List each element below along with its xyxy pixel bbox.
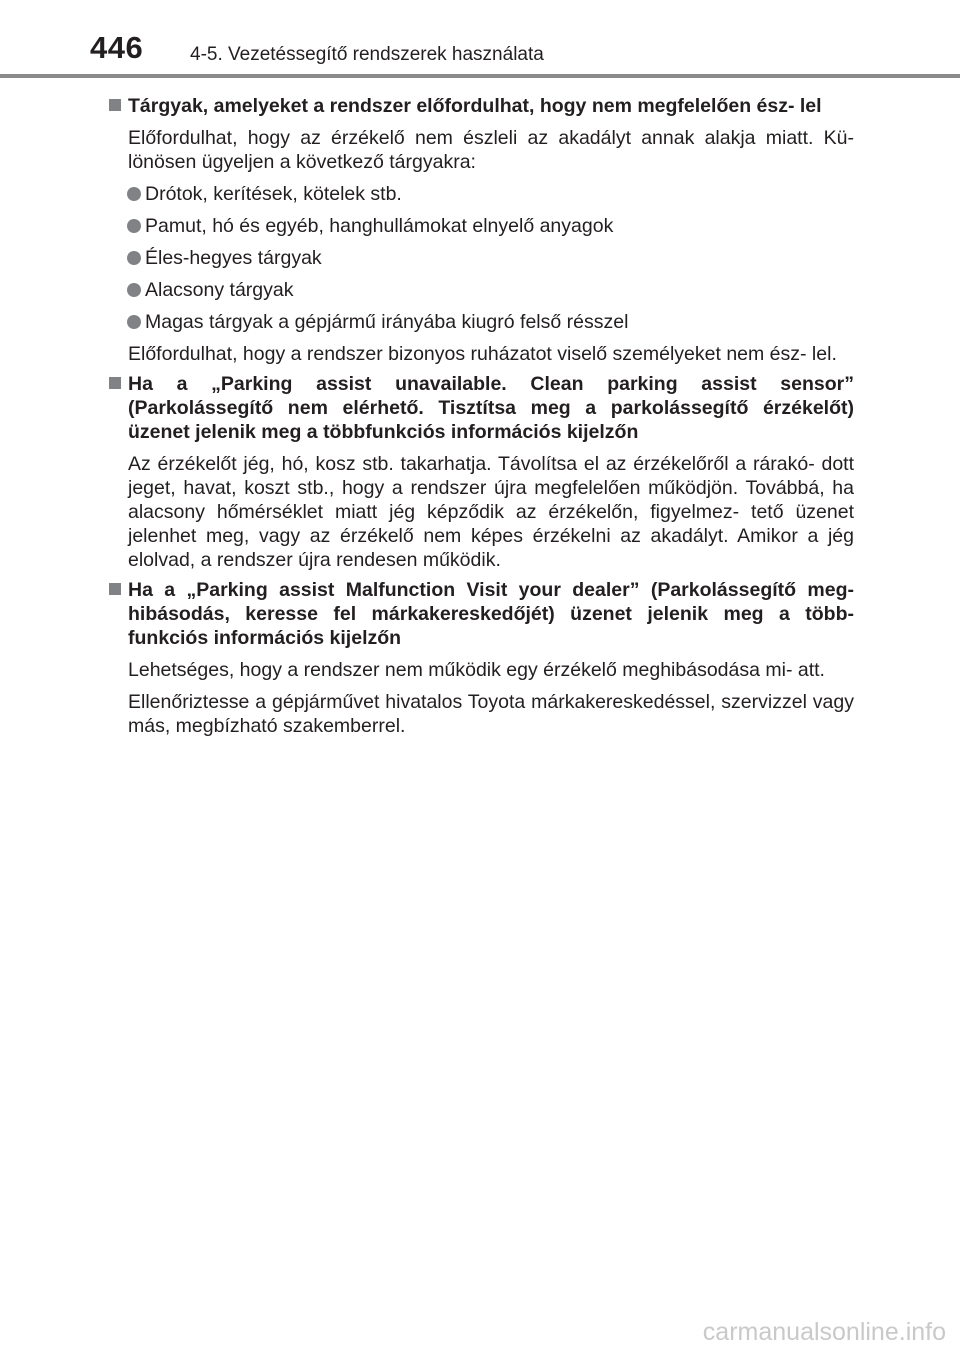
page-number: 446 <box>90 30 144 65</box>
paragraph: Előfordulhat, hogy a rendszer bizonyos ruházatot viselő személyeket nem ész- lel. <box>128 343 837 365</box>
section-heading: Ha a „Parking assist unavailable. Clean parking assist sensor” (Parkolássegítő nem elérhető. Tisztítsa meg a parkolássegítő érzékelőt) üzenet jelenik meg a többfunkciós információs kijelzőn <box>128 372 854 444</box>
circle-bullet-icon <box>127 219 141 233</box>
paragraph: Lehetséges, hogy a rendszer nem működik egy érzékelő meghibásodása mi- att. <box>128 659 825 681</box>
paragraph: Előfordulhat, hogy az érzékelő nem észleli az akadályt annak alakja miatt. Kü- lönösen ügyeljen a következő tárgyakra: <box>128 127 854 173</box>
list-item: Magas tárgyak a gépjármű irányába kiugró felső résszel <box>145 310 854 334</box>
section-sensor-unavailable <box>0 372 960 572</box>
watermark: carmanualsonline.info <box>702 1318 946 1346</box>
square-bullet-icon <box>109 377 121 389</box>
circle-bullet-icon <box>127 283 141 297</box>
section-heading: Tárgyak, amelyeket a rendszer előfordulhat, hogy nem megfelelően ész- lel <box>128 94 854 118</box>
list-item: Alacsony tárgyak <box>145 278 854 302</box>
section-heading: Ha a „Parking assist Malfunction Visit your dealer” (Parkolássegítő meg- hibásodás, keresse fel márkakereskedőjét) üzenet jelenik meg a több- funkciós információs kijelzőn <box>128 578 854 650</box>
paragraph: Az érzékelőt jég, hó, kosz stb. takarhatja. Távolítsa el az érzékelőről a rárakó- dott jeget, havat, koszt stb., hogy a rendszer újra megfelelően működjön. Továbbá, ha alacsony hőmérséklet miatt jég képződik az érzékelőn, figyelmez- tető üzenet jelenhet meg, vagy az érzékelő nem képes érzékelni az akadályt. Amikor a jég elolvad, a rendszer újra rendesen működik. <box>128 453 854 571</box>
page-content <box>0 94 960 744</box>
circle-bullet-icon <box>127 251 141 265</box>
square-bullet-icon <box>109 583 121 595</box>
section-undetectable-objects <box>0 94 960 366</box>
header-divider <box>0 74 960 78</box>
list-item: Pamut, hó és egyéb, hanghullámokat elnyelő anyagok <box>145 214 854 238</box>
page-header <box>0 0 960 80</box>
section-title: 4-5. Vezetéssegítő rendszerek használata <box>190 44 544 65</box>
square-bullet-icon <box>109 99 121 111</box>
section-malfunction <box>0 578 960 738</box>
circle-bullet-icon <box>127 187 141 201</box>
list-item: Drótok, kerítések, kötelek stb. <box>145 182 854 206</box>
paragraph: Ellenőriztesse a gépjárművet hivatalos Toyota márkakereskedéssel, szervizzel vagy más, megbízható szakemberrel. <box>128 691 854 737</box>
circle-bullet-icon <box>127 315 141 329</box>
list-item: Éles-hegyes tárgyak <box>145 246 854 270</box>
